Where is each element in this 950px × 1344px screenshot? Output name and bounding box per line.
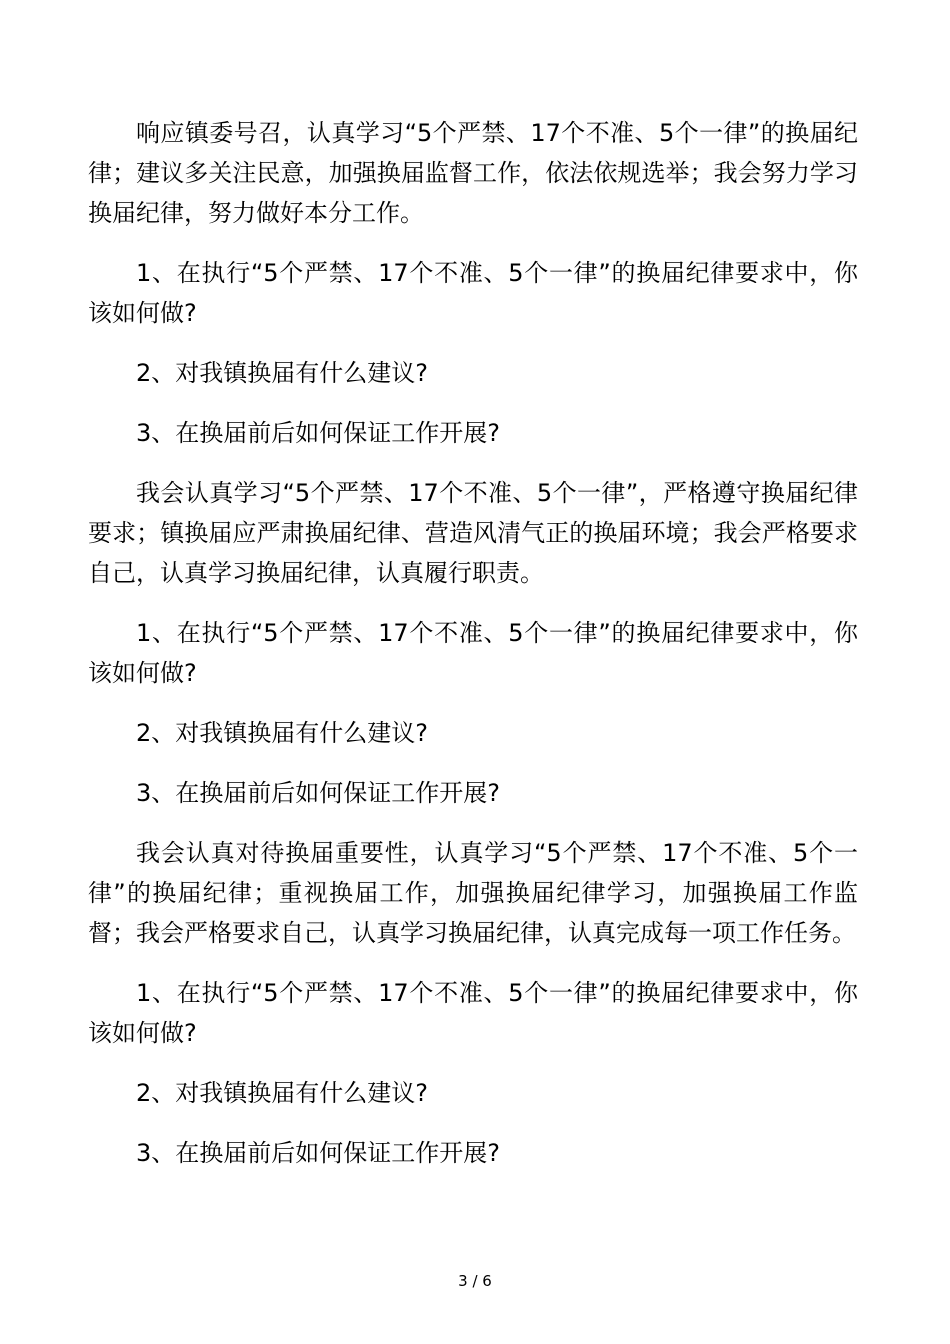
question-item: 3、在换届前后如何保证工作开展? bbox=[136, 779, 501, 807]
question-item: 1、在执行“5个严禁、17个不准、5个一律”的换届纪律要求中，你该如何做? bbox=[88, 619, 858, 687]
answer-paragraph: 我会认真对待换届重要性，认真学习“5个严禁、17个不准、5个一律”的换届纪律；重视换届工作，加强换届纪律学习，加强换届工作监督；我会严格要求自己，认真学习换届纪律，认真完成每一项工作任务。 bbox=[88, 839, 858, 947]
question-item: 2、对我镇换届有什么建议? bbox=[136, 719, 429, 747]
question-item: 1、在执行“5个严禁、17个不准、5个一律”的换届纪律要求中，你该如何做? bbox=[88, 979, 858, 1047]
question-item: 2、对我镇换届有什么建议? bbox=[136, 1079, 429, 1107]
question-item: 1、在执行“5个严禁、17个不准、5个一律”的换届纪律要求中，你该如何做? bbox=[88, 259, 858, 327]
page-number: 3 / 6 bbox=[458, 1272, 492, 1290]
answer-paragraph: 响应镇委号召，认真学习“5个严禁、17个不准、5个一律”的换届纪律；建议多关注民意，加强换届监督工作，依法依规选举；我会努力学习换届纪律，努力做好本分工作。 bbox=[88, 119, 858, 227]
document-body bbox=[88, 113, 858, 1173]
question-item: 2、对我镇换届有什么建议? bbox=[136, 359, 429, 387]
question-item: 3、在换届前后如何保证工作开展? bbox=[136, 1139, 501, 1167]
answer-paragraph: 我会认真学习“5个严禁、17个不准、5个一律”，严格遵守换届纪律要求；镇换届应严肃换届纪律、营造风清气正的换届环境；我会严格要求自己，认真学习换届纪律，认真履行职责。 bbox=[88, 479, 858, 587]
question-item: 3、在换届前后如何保证工作开展? bbox=[136, 419, 501, 447]
